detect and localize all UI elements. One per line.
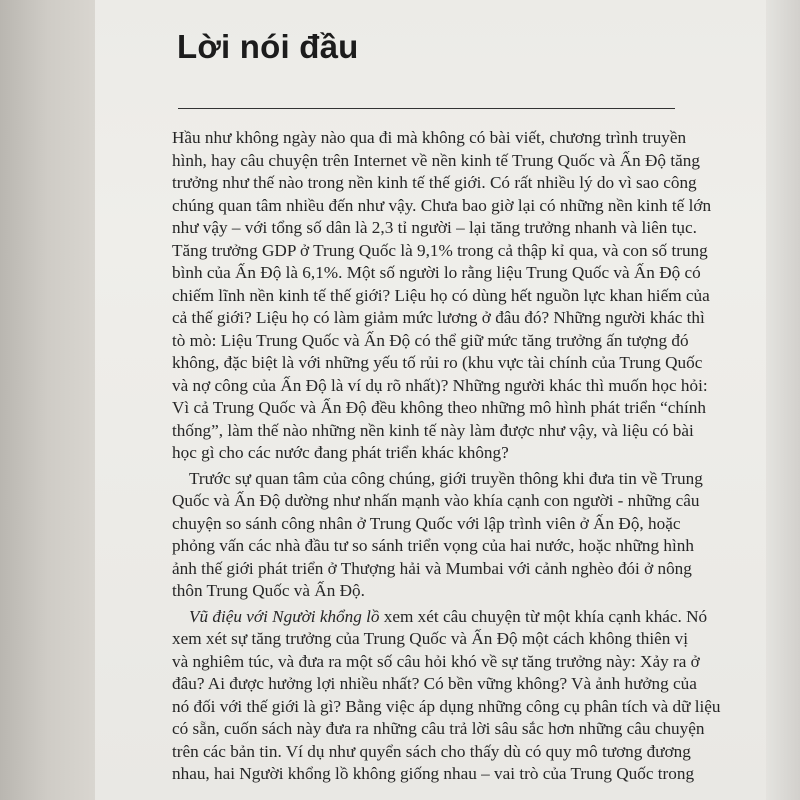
text-line: cả thế giới? Liệu họ có làm giảm mức lương ở đâu đó? Những người khác thì (172, 308, 705, 327)
body-text (172, 127, 721, 786)
text-line: nhau, hai Người khổng lồ không giống nhau – vai trò của Trung Quốc trong (172, 764, 695, 783)
paragraph-3 (172, 606, 721, 786)
text-line: và nợ công của Ấn Độ là ví dụ rõ nhất)? Những người khác thì muốn học hỏi: (172, 375, 708, 395)
text-line: chiếm lĩnh nền kinh tế thế giới? Liệu họ có dùng hết nguồn lực khan hiếm của (172, 285, 710, 305)
text-line: tò mò: Liệu Trung Quốc và Ấn Độ có thể giữ mức tăng trưởng ấn tượng đó (172, 330, 689, 350)
text-line: hình, hay câu chuyện trên Internet về nền kinh tế Trung Quốc và Ấn Độ tăng (172, 150, 700, 170)
title-divider (178, 108, 675, 109)
chapter-title: Lời nói đầu (177, 28, 359, 65)
book-title: Vũ điệu với Người khổng lồ (189, 606, 380, 626)
text-line: trên các bản tin. Ví dụ như quyển sách cho thấy dù có quy mô tương đương (172, 741, 691, 761)
text-line: đâu? Ai được hưởng lợi nhiều nhất? Có bền vững không? Và ảnh hưởng của (172, 674, 697, 693)
text-line: ảnh thế giới phát triển ở Thượng hải và Mumbai với cảnh nghèo đói ở nông (172, 558, 692, 578)
text-line: Vì cả Trung Quốc và Ấn Độ đều không theo những mô hình phát triển “chính (172, 398, 706, 417)
text-line: thống”, làm thế nào những nền kinh tế này làm được như vậy, và liệu có bài (172, 420, 694, 440)
text-line: Hầu như không ngày nào qua đi mà không có bài viết, chương trình truyền (172, 128, 687, 147)
text-line: và nghiêm túc, và đưa ra một số câu hỏi khó về sự tăng trưởng này: Xảy ra ở (172, 651, 700, 671)
text-line: phỏng vấn các nhà đầu tư so sánh triển vọng của hai nước, hoặc những hình (172, 536, 694, 555)
text-line: Trước sự quan tâm của công chúng, giới truyền thông khi đưa tin về Trung (189, 468, 703, 488)
text-line: chúng quan tâm nhiều đến như vậy. Chưa bao giờ lại có những nền kinh tế lớn (172, 195, 712, 215)
text-line: Tăng trưởng GDP ở Trung Quốc là 9,1% trong cả thập kỉ qua, và con số trung (172, 240, 708, 260)
text-line: không, đặc biệt là với những yếu tố rủi ro (khu vực tài chính của Trung Quốc (172, 353, 703, 372)
text-line: học gì cho các nước đang phát triển khác không? (172, 443, 509, 462)
text-line: nó đối với thế giới là gì? Bằng việc áp dụng những công cụ phân tích và dữ liệu (172, 696, 721, 716)
text-line: thôn Trung Quốc và Ấn Độ. (172, 581, 365, 600)
text-line: có sẵn, cuốn sách này đưa ra những câu trả lời sâu sắc hơn những câu chuyện (172, 719, 705, 738)
text-line: chuyện so sánh công nhân ở Trung Quốc với lập trình viên ở Ấn Độ, hoặc (172, 513, 681, 533)
text-line: xem xét sự tăng trưởng của Trung Quốc và Ấn Độ một cách không thiên vị (172, 629, 689, 648)
text-line: Quốc và Ấn Độ dường như nhấn mạnh vào khía cạnh con người - những câu (172, 491, 700, 510)
text-line: trưởng như thế nào trong nền kinh tế thế giới. Có rất nhiều lý do vì sao công (172, 173, 697, 192)
text-line (172, 606, 708, 629)
page-edge-shadow (766, 0, 800, 800)
paragraph-2 (172, 468, 702, 603)
paragraph-1 (172, 127, 712, 465)
text-line: như vậy – với tổng số dân là 2,3 tỉ người – lại tăng trưởng nhanh và liên tục. (172, 218, 697, 237)
text-line: bình của Ấn Độ là 6,1%. Một số người lo rằng liệu Trung Quốc và Ấn Độ có (172, 263, 701, 282)
text-fragment: xem xét câu chuyện từ một khía cạnh khác. Nó (379, 606, 708, 626)
